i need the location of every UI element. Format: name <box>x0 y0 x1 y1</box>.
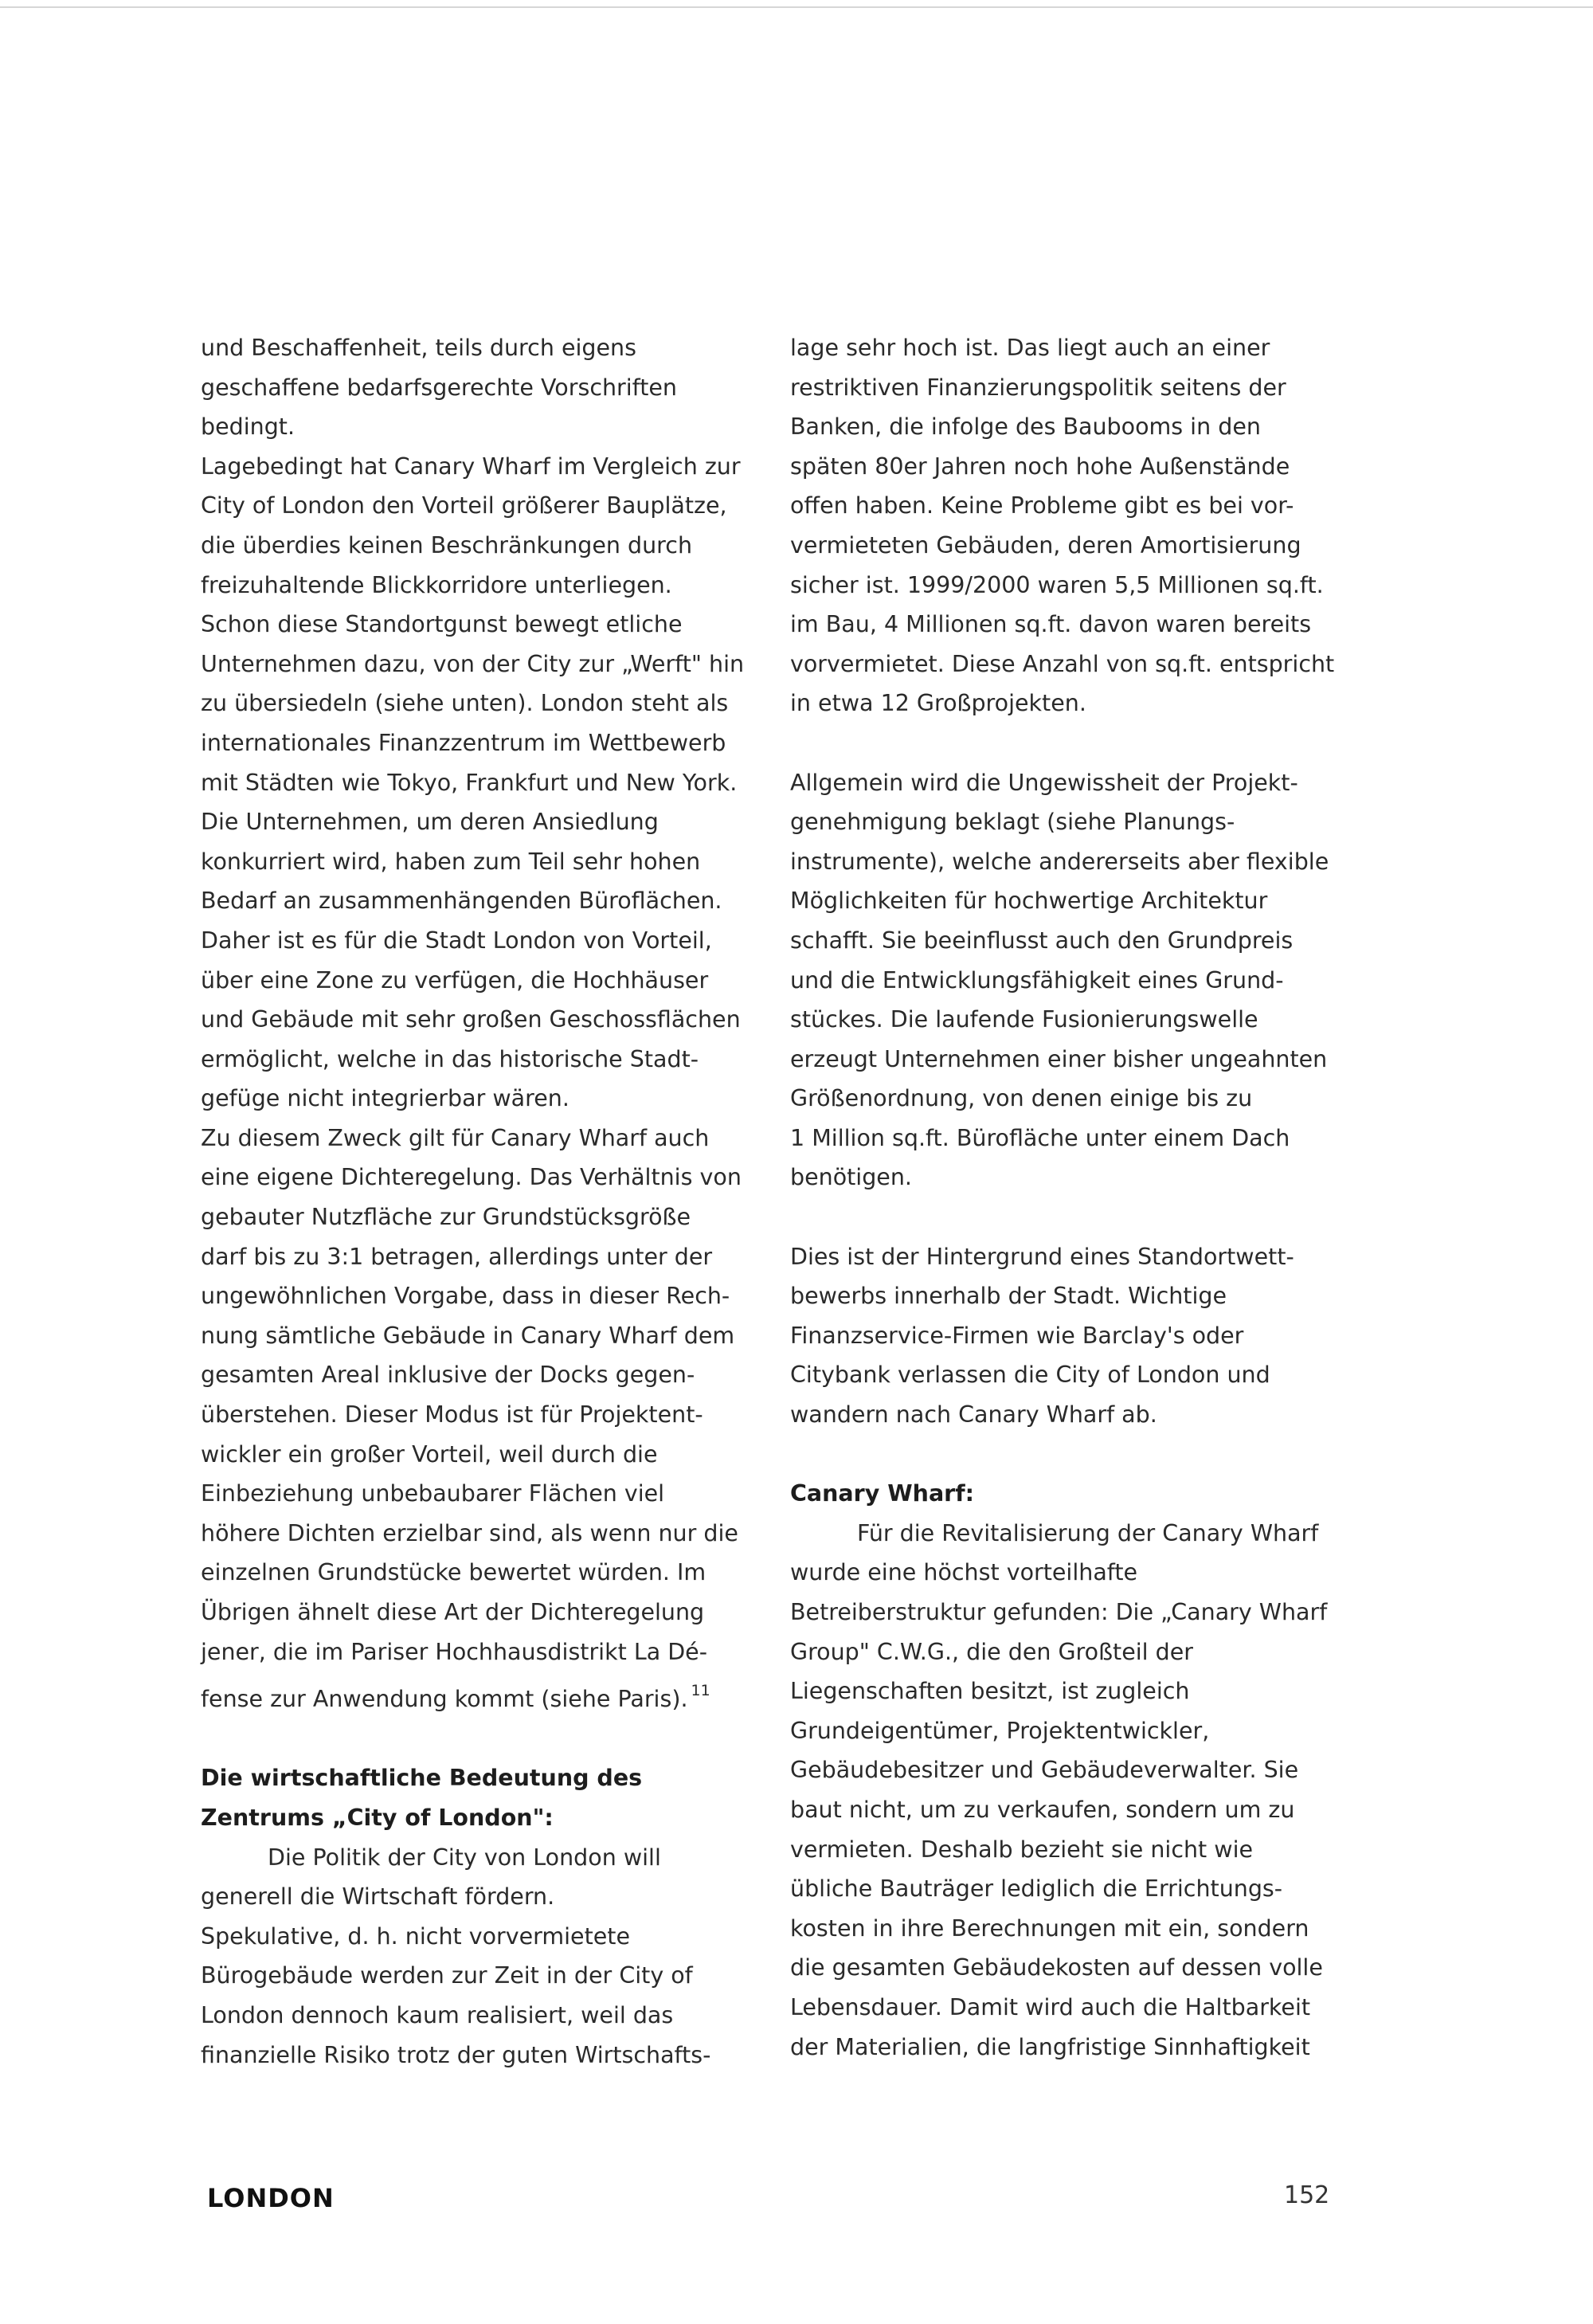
text-line: Dies ist der Hintergrund eines Standortwett- <box>790 1243 1294 1270</box>
top-rule <box>0 6 1593 8</box>
text-line: Finanzservice-Firmen wie Barclay's oder <box>790 1322 1244 1349</box>
text-line: Möglichkeiten für hochwertige Architektur <box>790 888 1268 915</box>
text-line: ungewöhnlichen Vorgabe, dass in dieser Rech- <box>201 1283 730 1310</box>
text-line: über eine Zone zu verfügen, die Hochhäuser <box>201 966 709 993</box>
text-line: restriktiven Finanzierungspolitik seitens der <box>790 374 1286 401</box>
text-line: Unternehmen dazu, von der City zur „Werft" hin <box>201 650 745 677</box>
paragraph-gap <box>790 1435 1364 1475</box>
paragraph-gap <box>201 1719 758 1759</box>
left-paragraph-main <box>201 328 758 1671</box>
text-line: zu übersiedeln (siehe unten). London steht als <box>201 690 729 717</box>
right-paragraph-4-first-line: Für die Revitalisierung der Canary Wharf <box>857 1519 1319 1546</box>
text-line: Grundeigentümer, Projektentwickler, <box>790 1717 1210 1744</box>
text-line: Übrigen ähnelt diese Art der Dichteregelung <box>201 1599 705 1625</box>
text-line: konkurriert wird, haben zum Teil sehr hohen <box>201 848 701 875</box>
text-line: gesamten Areal inklusive der Docks gegen- <box>201 1362 695 1389</box>
text-line: instrumente), welche andererseits aber flexible <box>790 848 1329 875</box>
text-line: vermieteten Gebäuden, deren Amortisierung <box>790 531 1301 558</box>
text-line: die überdies keinen Beschränkungen durch <box>201 531 693 558</box>
text-line: gebauter Nutzfläche zur Grundstücksgröße <box>201 1204 691 1231</box>
text-line: höhere Dichten erzielbar sind, als wenn nur die <box>201 1519 738 1546</box>
text-line: in etwa 12 Großprojekten. <box>790 690 1086 717</box>
left-column <box>201 328 758 2075</box>
text-line: Gebäudebesitzer und Gebäudeverwalter. Sie <box>790 1757 1299 1784</box>
text-line: der Materialien, die langfristige Sinnhaftigkeit <box>790 2033 1310 2060</box>
text-line: überstehen. Dieser Modus ist für Projektent- <box>201 1401 703 1428</box>
text-line: vermieten. Deshalb bezieht sie nicht wie <box>790 1836 1254 1863</box>
text-line: und Beschaffenheit, teils durch eigens <box>201 335 636 361</box>
text-line: Zentrums „City of London": <box>201 1804 554 1831</box>
text-line: die gesamten Gebäudekosten auf dessen volle <box>790 1954 1323 1981</box>
right-column <box>790 328 1364 2067</box>
footnote-ref: 11 <box>691 1682 710 1700</box>
text-line: und Gebäude mit sehr großen Geschossflächen <box>201 1006 741 1033</box>
text-line: mit Städten wie Tokyo, Frankfurt und New York. <box>201 769 738 796</box>
text-line: finanzielle Risiko trotz der guten Wirtschafts- <box>201 2041 711 2068</box>
text-line: fense zur Anwendung kommt (siehe Paris). <box>201 1686 688 1713</box>
paragraph-gap <box>790 1197 1364 1237</box>
text-line: Citybank verlassen die City of London und <box>790 1362 1270 1389</box>
text-line: stückes. Die laufende Fusionierungswelle <box>790 1006 1258 1033</box>
right-paragraph-2 <box>790 763 1364 1198</box>
left-paragraph-last-line <box>201 1671 758 1719</box>
text-line: schafft. Sie beeinflusst auch den Grundpreis <box>790 927 1294 954</box>
text-line: Zu diesem Zweck gilt für Canary Wharf auch <box>201 1124 710 1151</box>
text-line: Liegenschaften besitzt, ist zugleich <box>790 1678 1190 1705</box>
text-line: jener, die im Pariser Hochhausdistrikt La Dé- <box>201 1638 708 1665</box>
text-line: nung sämtliche Gebäude in Canary Wharf dem <box>201 1322 735 1349</box>
text-line: benötigen. <box>790 1164 912 1191</box>
text-line: genehmigung beklagt (siehe Planungs- <box>790 809 1235 836</box>
text-line: Größenordnung, von denen einige bis zu <box>790 1085 1253 1112</box>
text-line: generell die Wirtschaft fördern. <box>201 1883 555 1911</box>
left-paragraph-economy-first-line: Die Politik der City von London will <box>268 1844 661 1871</box>
right-paragraph-1 <box>790 328 1364 723</box>
text-line: Lebensdauer. Damit wird auch die Haltbarkeit <box>790 1993 1311 2020</box>
paragraph-gap <box>790 723 1364 763</box>
page-number: 152 <box>1284 2181 1330 2209</box>
text-line: baut nicht, um zu verkaufen, sondern um zu <box>790 1796 1295 1823</box>
text-line: vorvermietet. Diese Anzahl von sq.ft. entspricht <box>790 650 1335 677</box>
text-line: Lagebedingt hat Canary Wharf im Vergleich zur <box>201 453 741 480</box>
text-line: Die wirtschaftliche Bedeutung des <box>201 1765 643 1792</box>
text-line: Group" C.W.G., die den Großteil der <box>790 1638 1193 1665</box>
text-line: Schon diese Standortgunst bewegt etliche <box>201 611 683 638</box>
text-line: Banken, die infolge des Baubooms in den <box>790 413 1261 441</box>
right-paragraph-4 <box>790 1553 1364 2067</box>
text-line: bedingt. <box>201 413 296 441</box>
text-line: einzelnen Grundstücke bewertet würden. Im <box>201 1559 706 1586</box>
footer-title: LONDON <box>207 2183 335 2213</box>
text-line: Allgemein wird die Ungewissheit der Projekt- <box>790 769 1298 796</box>
left-paragraph-economy <box>201 1877 758 2075</box>
text-line: Bedarf an zusammenhängenden Büroflächen. <box>201 888 722 915</box>
text-line: gefüge nicht integrierbar wären. <box>201 1085 569 1112</box>
text-line: London dennoch kaum realisiert, weil das <box>201 2001 674 2028</box>
text-line: kosten in ihre Berechnungen mit ein, sondern <box>790 1914 1309 1942</box>
text-line: und die Entwicklungsfähigkeit eines Grund- <box>790 966 1284 993</box>
text-line: übliche Bauträger lediglich die Errichtungs- <box>790 1875 1283 1903</box>
text-line: offen haben. Keine Probleme gibt es bei vor- <box>790 492 1294 519</box>
text-line: bewerbs innerhalb der Stadt. Wichtige <box>790 1283 1227 1310</box>
text-line: darf bis zu 3:1 betragen, allerdings unter der <box>201 1243 713 1270</box>
text-line: City of London den Vorteil größerer Bauplätze, <box>201 492 727 519</box>
text-line: internationales Finanzzentrum im Wettbewerb <box>201 729 726 756</box>
text-line: späten 80er Jahren noch hohe Außenstände <box>790 453 1290 480</box>
text-line: ermöglicht, welche in das historische Stadt- <box>201 1045 699 1072</box>
text-line: wandern nach Canary Wharf ab. <box>790 1401 1157 1428</box>
text-line: Betreiberstruktur gefunden: Die „Canary Wharf <box>790 1599 1328 1625</box>
text-line: Bürogebäude werden zur Zeit in der City of <box>201 1962 693 1989</box>
text-line: eine eigene Dichteregelung. Das Verhältnis von <box>201 1164 742 1191</box>
section-heading-canary-wharf: Canary Wharf: <box>790 1480 975 1507</box>
text-line: 1 Million sq.ft. Bürofläche unter einem Dach <box>790 1124 1290 1151</box>
text-line: erzeugt Unternehmen einer bisher ungeahnten <box>790 1045 1328 1072</box>
section-heading-economy <box>201 1758 758 1837</box>
text-line: sicher ist. 1999/2000 waren 5,5 Millionen sq.ft. <box>790 571 1324 598</box>
text-line: Die Unternehmen, um deren Ansiedlung <box>201 809 659 836</box>
text-line: Daher ist es für die Stadt London von Vorteil, <box>201 927 712 954</box>
text-line: Einbeziehung unbebaubarer Flächen viel <box>201 1480 665 1507</box>
text-line: lage sehr hoch ist. Das liegt auch an einer <box>790 335 1270 361</box>
text-line: geschaffene bedarfsgerechte Vorschriften <box>201 374 677 401</box>
text-line: wickler ein großer Vorteil, weil durch die <box>201 1440 658 1468</box>
text-line: freizuhaltende Blickkorridore unterliegen. <box>201 571 672 598</box>
text-line: im Bau, 4 Millionen sq.ft. davon waren bereits <box>790 611 1312 638</box>
right-paragraph-3 <box>790 1237 1364 1435</box>
text-line: Spekulative, d. h. nicht vorvermietete <box>201 1922 631 1950</box>
text-line: wurde eine höchst vorteilhafte <box>790 1559 1138 1586</box>
